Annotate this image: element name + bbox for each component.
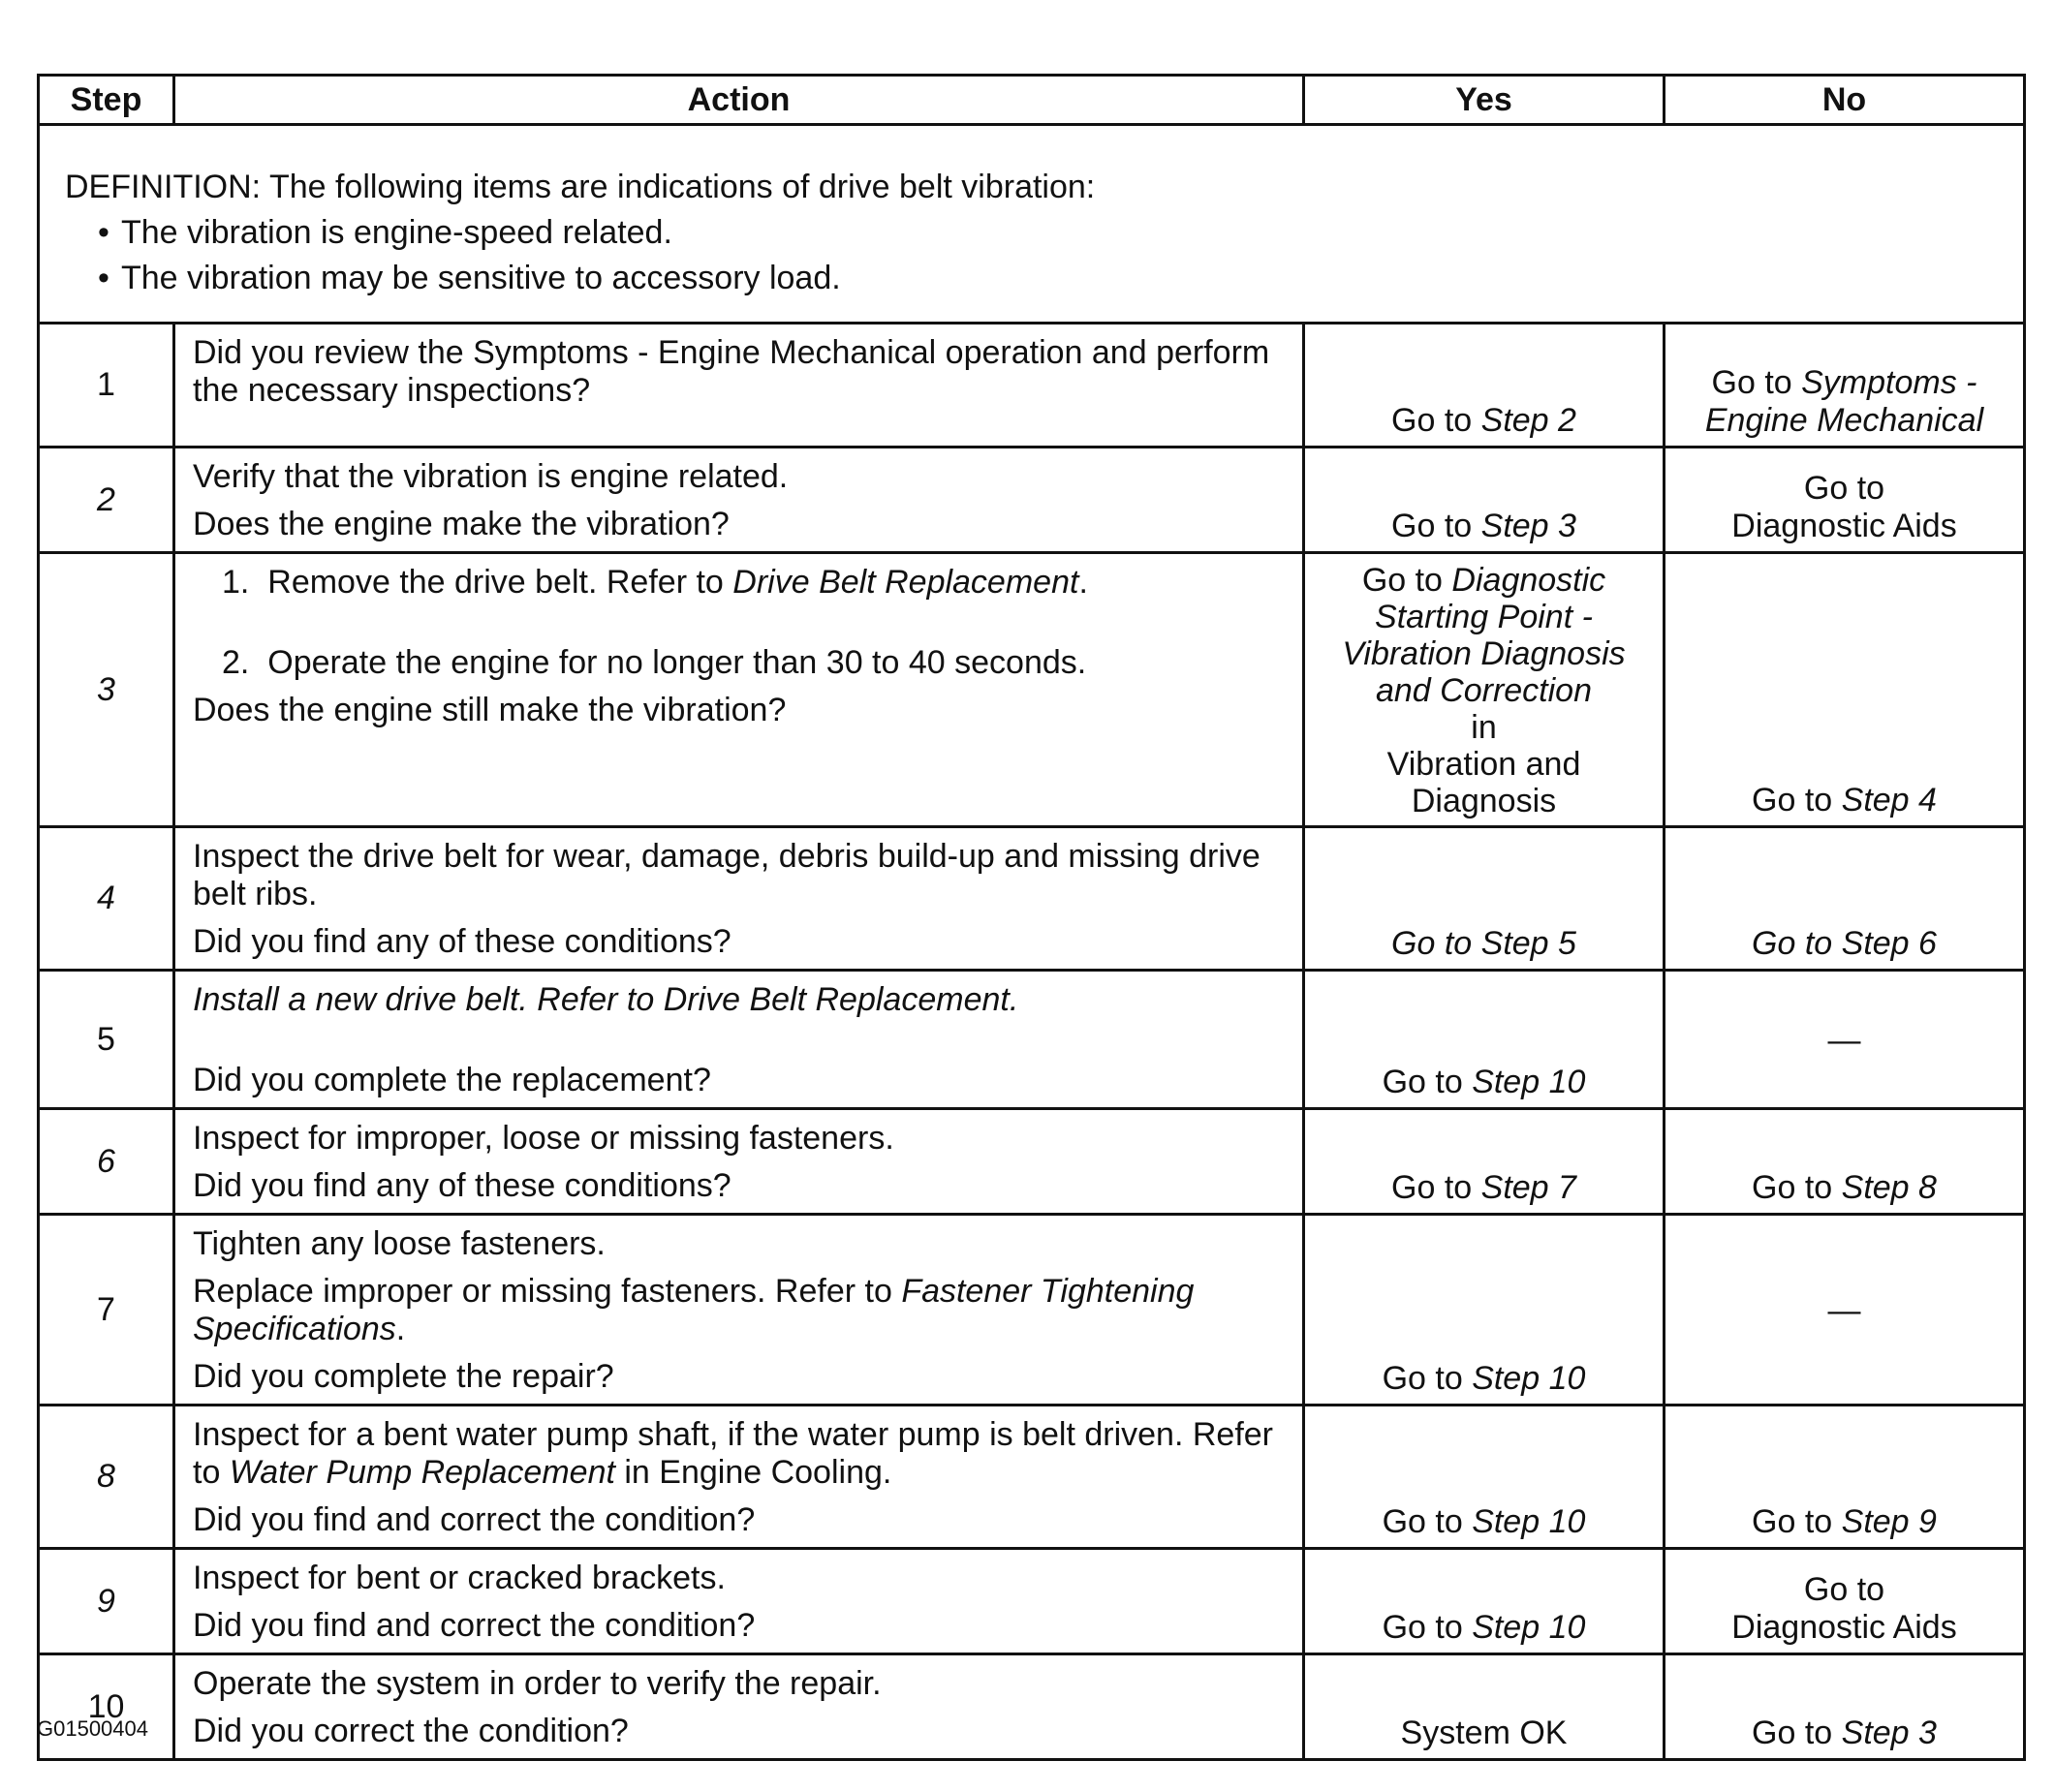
no-cell: Go to Step 6: [1665, 827, 2025, 971]
step-number: 4: [97, 880, 115, 916]
yes-cell: Go to Step 10: [1304, 1549, 1665, 1654]
table-row: [39, 827, 2025, 971]
table-row: [39, 324, 2025, 448]
yes-cell: Go to Diagnostic Starting Point - Vibration Diagnosis and Correction in Vibration and Diagnosis: [1304, 553, 1665, 827]
definition-title: DEFINITION: The following items are indications of drive belt vibration:: [65, 169, 1096, 205]
definition-cell: [39, 125, 2025, 324]
action-cell: [174, 971, 1304, 1109]
step-number-cell: [39, 1654, 174, 1760]
definition-row: [39, 125, 2025, 324]
action-cell: [174, 324, 1304, 448]
yes-cell: [1304, 1654, 1665, 1760]
yes-cell: Go to Step 5: [1304, 827, 1665, 971]
yes-cell: Go to Step 7: [1304, 1109, 1665, 1215]
step-number-cell: [39, 1109, 174, 1215]
header-row: [39, 76, 2025, 125]
step-number: 3: [97, 670, 115, 708]
step-link[interactable]: Step 7: [1480, 1169, 1576, 1206]
step-link[interactable]: Step 10: [1472, 1064, 1586, 1100]
table-row: [39, 448, 2025, 553]
step-link[interactable]: Step 4: [1841, 782, 1937, 819]
table-row: [39, 1406, 2025, 1549]
action-line: Inspect for improper, loose or missing fasteners.: [193, 1120, 894, 1157]
step-number-cell: [39, 827, 174, 971]
step-number-cell: [39, 1406, 174, 1549]
step-link[interactable]: Step 10: [1472, 1360, 1586, 1397]
yes-cell: Go to Step 10: [1304, 971, 1665, 1109]
result-text: System OK: [1400, 1715, 1568, 1751]
section-link[interactable]: Drive Belt Replacement: [663, 981, 1010, 1018]
yes-cell: Go to Step 10: [1304, 1215, 1665, 1406]
table-row: [39, 1109, 2025, 1215]
action-line: Install a new drive belt. Refer to Drive Belt Replacement.: [193, 981, 1019, 1018]
figure-code: G01500404: [37, 1716, 148, 1741]
step-number-cell: [39, 1549, 174, 1654]
step-number-cell: [39, 971, 174, 1109]
action-cell: [174, 1654, 1304, 1760]
action-cell: [174, 1406, 1304, 1549]
no-cell: [1665, 1215, 2025, 1406]
action-line: Inspect for bent or cracked brackets.: [193, 1560, 726, 1596]
step-link[interactable]: Step 3: [1480, 508, 1576, 544]
no-cell: [1665, 971, 2025, 1109]
step-number-cell: [39, 448, 174, 553]
action-question: Did you find and correct the condition?: [193, 1501, 756, 1538]
action-line: Inspect the drive belt for wear, damage, debris build-up and missing drive belt ribs.: [193, 838, 1260, 912]
step-link[interactable]: Step 9: [1841, 1503, 1937, 1540]
table-row: [39, 971, 2025, 1109]
diagnostic-table: [37, 74, 2026, 1761]
no-cell: Go to Step 9: [1665, 1406, 2025, 1549]
table-row: [39, 1654, 2025, 1760]
header-no: No: [1665, 76, 2025, 125]
dash: —: [1827, 1021, 1861, 1059]
section-link[interactable]: Fastener Tightening Specifications: [193, 1273, 1195, 1347]
action-cell: [174, 1549, 1304, 1654]
no-cell: Go to Step 4: [1665, 553, 2025, 827]
section-link[interactable]: Diagnostic Aids: [1731, 508, 1957, 544]
action-question: Did you find any of these conditions?: [193, 923, 731, 960]
action-cell: [174, 1109, 1304, 1215]
action-cell: [174, 1215, 1304, 1406]
step-link[interactable]: Step 10: [1472, 1609, 1586, 1646]
header-step: Step: [39, 76, 174, 125]
yes-cell: Go to Step 10: [1304, 1406, 1665, 1549]
table-row: [39, 1215, 2025, 1406]
step-number: 7: [97, 1290, 115, 1328]
table-row: [39, 553, 2025, 827]
step-number: 9: [97, 1582, 115, 1620]
action-line: Inspect for a bent water pump shaft, if the water pump is belt driven. Refer to Water Pump Replacement in Engine Cooling.: [193, 1416, 1273, 1491]
header-action: Action: [174, 76, 1304, 125]
action-line: Operate the system in order to verify the repair.: [193, 1665, 882, 1702]
table-row: [39, 1549, 2025, 1654]
section-link[interactable]: Diagnostic Starting Point - Vibration Diagnosis and Correction: [1342, 562, 1626, 709]
section-link[interactable]: Drive Belt Replacement: [732, 564, 1079, 601]
step-number-cell: [39, 553, 174, 827]
action-question: Does the engine make the vibration?: [193, 506, 730, 542]
step-link[interactable]: Step 10: [1472, 1503, 1586, 1540]
step-number-cell: [39, 324, 174, 448]
action-question: Did you find any of these conditions?: [193, 1167, 731, 1204]
yes-cell: Go to Step 2: [1304, 324, 1665, 448]
action-line: 1. Remove the drive belt. Refer to Drive Belt Replacement.: [222, 564, 1088, 601]
action-cell: [174, 448, 1304, 553]
step-link[interactable]: Step 6: [1841, 925, 1937, 962]
no-cell: Go to Diagnostic Aids: [1665, 448, 2025, 553]
no-cell: Go to Symptoms - Engine Mechanical: [1665, 324, 2025, 448]
step-number-cell: [39, 1215, 174, 1406]
section-link[interactable]: Water Pump Replacement: [229, 1454, 615, 1491]
definition-bullet: • The vibration is engine-speed related.: [98, 214, 672, 251]
action-question: Did you complete the replacement?: [193, 1062, 711, 1098]
action-question: Did you find and correct the condition?: [193, 1607, 756, 1644]
action-cell: [174, 827, 1304, 971]
action-line: Verify that the vibration is engine related.: [193, 458, 789, 495]
action-line: Did you review the Symptoms - Engine Mechanical operation and perform the necessary inspections?: [193, 334, 1270, 409]
step-number: 10: [87, 1687, 125, 1725]
action-cell: [174, 553, 1304, 827]
step-link[interactable]: Step 5: [1480, 925, 1576, 962]
action-line: Replace improper or missing fasteners. Refer to Fastener Tightening Specifications.: [193, 1273, 1195, 1347]
step-number: 2: [97, 480, 115, 518]
step-number: 5: [97, 1020, 115, 1058]
step-number: 8: [97, 1458, 115, 1495]
no-cell: Go to Diagnostic Aids: [1665, 1549, 2025, 1654]
definition-bullet: • The vibration may be sensitive to accessory load.: [98, 260, 841, 296]
action-question: Does the engine still make the vibration?: [193, 692, 787, 728]
step-link[interactable]: Step 8: [1841, 1169, 1937, 1206]
header-yes: Yes: [1304, 76, 1665, 125]
no-cell: Go to Step 8: [1665, 1109, 2025, 1215]
step-number: 1: [97, 366, 115, 403]
yes-cell: Go to Step 3: [1304, 448, 1665, 553]
step-link[interactable]: Step 2: [1480, 402, 1576, 439]
action-question: Did you correct the condition?: [193, 1713, 629, 1749]
section-link[interactable]: Diagnostic Aids: [1731, 1609, 1957, 1646]
step-number: 6: [97, 1142, 115, 1180]
action-line: 2. Operate the engine for no longer than 30 to 40 seconds.: [222, 644, 1087, 681]
no-cell: Go to Step 3: [1665, 1654, 2025, 1760]
dash: —: [1827, 1291, 1861, 1329]
action-line: Tighten any loose fasteners.: [193, 1225, 606, 1262]
section-link[interactable]: Symptoms - Engine Mechanical: [1704, 364, 1984, 439]
action-question: Did you complete the repair?: [193, 1358, 614, 1395]
step-link[interactable]: Step 3: [1841, 1715, 1937, 1751]
